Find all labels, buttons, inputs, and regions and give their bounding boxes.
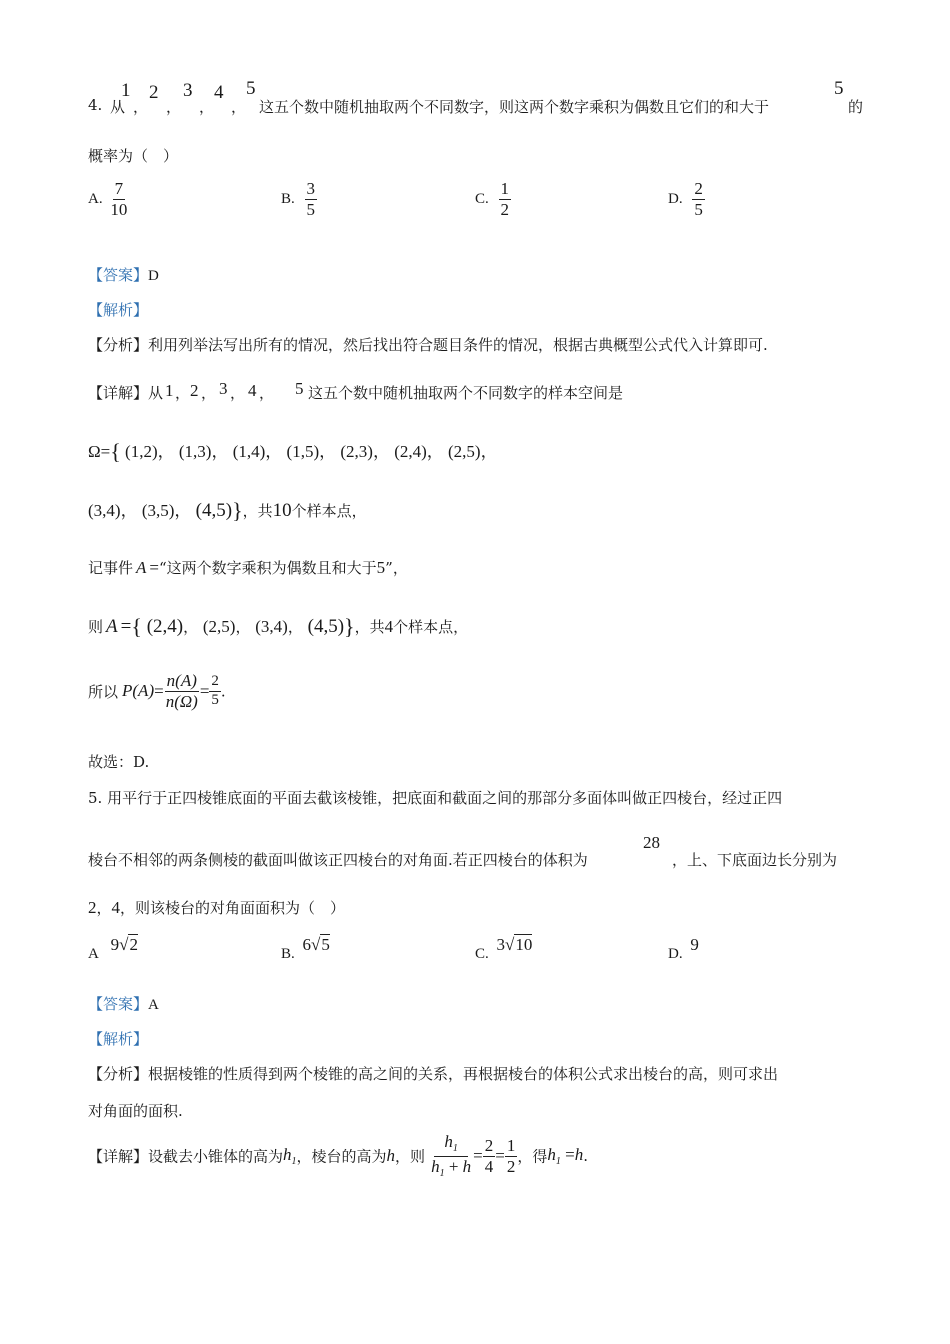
detail-n2: 2	[190, 381, 199, 400]
q5-analysis-tag: 【解析】	[88, 1030, 149, 1048]
option-fraction	[108, 180, 129, 219]
fraction-denominator: n(Ω)	[165, 691, 198, 711]
event-text: “这两个数字乘积为偶数且和大于	[159, 559, 377, 577]
q4-sep-2: ，	[166, 98, 182, 116]
radical-coef: 3	[496, 935, 506, 954]
ratio-fraction-b	[505, 1137, 518, 1176]
event-definition	[88, 557, 408, 578]
fenxi-text: 利用列举法写出所有的情况，然后找出符合题目条件的情况，根据古典概型公式代入计算即可.	[148, 336, 768, 354]
radicand: 5	[321, 935, 330, 954]
fraction-numerator: 3	[306, 179, 316, 198]
h-symbol: h	[386, 1146, 396, 1165]
fraction-numerator: 2	[209, 674, 221, 692]
q4-analysis-tag: 【解析】	[88, 301, 149, 319]
q5-fenxi-line2: 对角面的面积.	[88, 1102, 183, 1120]
sep: ，	[287, 618, 303, 636]
count-pre: ，共	[354, 618, 385, 636]
sep: ，	[319, 442, 337, 461]
fraction-numerator: 2	[694, 179, 703, 198]
right-brace: }	[232, 498, 243, 523]
sample-point: (1,3)	[178, 442, 212, 461]
equals: =	[473, 1146, 483, 1165]
q5-fenxi-line1	[88, 1063, 778, 1084]
fraction-numerator: n(A)	[166, 671, 197, 690]
q5-option-a[interactable]	[88, 935, 138, 963]
event-set	[88, 614, 468, 640]
option-radical: 9√2	[110, 935, 138, 954]
event-point: (4,5)	[307, 616, 345, 637]
sep: ，	[426, 442, 444, 461]
detail-sep-3: ，	[230, 384, 246, 402]
subscript: 1	[291, 1156, 297, 1167]
q4-stem-line2: 概率为（ ）	[88, 147, 179, 165]
fraction-numerator: $h_1$	[434, 1133, 468, 1157]
answer-tag: 【答案】	[88, 995, 149, 1013]
count-value: 4	[384, 617, 394, 636]
detail-sep-4: ，	[259, 384, 275, 402]
detail-sep-2: ，	[201, 384, 217, 402]
detail-n3: 3	[219, 379, 228, 398]
event-point: (2,4)	[146, 616, 184, 637]
sample-point: (1,4)	[232, 442, 266, 461]
q4-stem-mid: 这五个数中随机抽取两个不同数字，则这两个数字乘积为偶数且它们的和大于	[259, 98, 770, 116]
q4-n4: 4	[214, 82, 224, 103]
q5-option-d[interactable]	[668, 935, 699, 963]
q4-option-c[interactable]	[475, 180, 511, 219]
q5-line2-b: ，上、下底面边长分别为	[672, 851, 838, 869]
detail-tail: 这五个数中随机抽取两个不同数字的样本空间是	[308, 384, 624, 402]
count-ratio	[164, 672, 200, 711]
omega-line-1	[88, 437, 498, 465]
option-fraction	[305, 180, 318, 219]
q5-stem-line1: 5. 用平行于正四棱锥底面的平面去截该棱锥，把底面和截面之间的那部分多面体叫做正四棱台，经过正四	[88, 789, 783, 807]
fraction-numerator: 2	[484, 1135, 494, 1155]
q5-side2: 4	[111, 898, 121, 917]
fenxi-tag: 【分析】	[88, 1065, 149, 1083]
equals: =	[199, 681, 210, 701]
answer-tag: 【答案】	[88, 266, 149, 284]
then: 则	[88, 618, 104, 636]
sep: ，	[120, 501, 138, 520]
detail-d: ，得	[517, 1147, 548, 1166]
detail-sep-1: ，	[175, 384, 191, 402]
radicand: 10	[515, 935, 533, 954]
detail-tag: 【详解】	[88, 384, 149, 402]
option-label: C.	[475, 190, 489, 207]
radical-coef: 6	[302, 935, 312, 954]
q4-fenxi	[88, 334, 768, 355]
event-symbol: A	[106, 616, 118, 637]
sep: ，	[372, 442, 390, 461]
q4-n5: 5	[246, 78, 256, 99]
q4-n2: 2	[149, 82, 159, 103]
fenxi-tag: 【分析】	[88, 336, 149, 354]
q4-sep-1: ，	[133, 98, 149, 116]
fraction-denominator: 10	[110, 199, 128, 219]
equals: =	[495, 1146, 505, 1165]
event-point: (3,4)	[255, 617, 288, 636]
left-brace: {	[110, 439, 121, 464]
left-brace: {	[131, 614, 142, 639]
sample-point: (2,3)	[340, 442, 373, 461]
sep: ，	[96, 899, 112, 917]
equals: =	[154, 681, 164, 701]
q5-option-c[interactable]	[475, 935, 532, 963]
fraction-denominator: 2	[500, 199, 510, 219]
sep: ，	[235, 618, 251, 636]
fraction-denominator: 5	[211, 691, 219, 708]
option-radical: 6√5	[302, 935, 330, 954]
q4-n3: 3	[183, 80, 193, 101]
fraction-denominator: 4	[484, 1156, 494, 1176]
q5-volume: 28	[643, 833, 660, 852]
q5-stem-line3	[88, 897, 345, 918]
sample-point: (2,5)	[448, 442, 481, 461]
event-symbol: A	[136, 558, 147, 577]
q5-option-b[interactable]	[281, 935, 330, 963]
option-radical: 3√10	[496, 935, 533, 954]
q5-detail	[88, 1133, 588, 1179]
count-value: 10	[272, 500, 292, 521]
option-label: D.	[668, 190, 683, 207]
sample-point: (1,5)	[286, 442, 320, 461]
equals: =	[100, 442, 111, 461]
q5-line2-a: 棱台不相邻的两条侧棱的截面叫做该正四棱台的对角面.若正四棱台的体积为	[88, 851, 588, 869]
q5-stem-line2	[88, 834, 868, 870]
detail-c: ，则	[395, 1147, 426, 1166]
detail-from: 从	[148, 384, 164, 402]
probability-formula	[88, 672, 226, 711]
detail-n1: 1	[165, 381, 174, 400]
omega-line-2	[88, 496, 367, 524]
q4-stem-n: 5	[834, 78, 844, 99]
q4-conclusion: 故选：D.	[88, 753, 150, 771]
detail-a: 设截去小锥体的高为	[148, 1147, 284, 1166]
sep: ，	[265, 442, 283, 461]
q4-sep-3: ，	[199, 98, 215, 116]
count-pre: ，共	[242, 502, 273, 520]
q4-from: 从	[110, 98, 126, 116]
count-post: 个样本点，	[291, 502, 367, 520]
so: 所以	[88, 682, 119, 701]
option-value: 9	[690, 935, 699, 954]
q5-answer	[88, 993, 159, 1014]
option-label: C.	[475, 946, 489, 962]
sample-point: (3,5)	[141, 501, 175, 520]
equals: =	[149, 558, 159, 577]
answer-value: A	[148, 997, 159, 1013]
event-n: 5	[376, 558, 386, 577]
sample-point: (1,2)	[125, 442, 158, 461]
fraction-denominator: 5	[306, 199, 316, 219]
sample-point: (3,4)	[88, 501, 121, 520]
option-label: B.	[281, 946, 295, 962]
sep: ，	[480, 442, 498, 461]
radical-coef: 9	[110, 935, 120, 954]
event-close: ”，	[385, 559, 408, 577]
h-var: h	[283, 1145, 292, 1164]
count-post: 个样本点，	[393, 618, 469, 636]
sep: ，	[174, 501, 192, 520]
detail-tag: 【详解】	[88, 1147, 149, 1166]
sample-point: (4,5)	[195, 500, 233, 521]
detail-n5: 5	[295, 379, 304, 398]
omega-symbol: Ω	[88, 442, 101, 461]
event-point: (2,5)	[202, 617, 236, 636]
option-label: A.	[88, 190, 103, 207]
event-pre: 记事件	[88, 559, 134, 577]
right-brace: }	[344, 614, 355, 639]
q4-detail-line	[88, 370, 688, 406]
fraction-denominator: 2	[506, 1156, 516, 1176]
option-label: B.	[281, 190, 295, 207]
option-fraction	[499, 180, 512, 219]
q4-stem-end: 的	[848, 98, 864, 116]
q4-number: 4.	[88, 96, 103, 114]
option-fraction	[692, 180, 705, 219]
result-eq: $h_1 =h$	[547, 1145, 584, 1167]
fraction-denominator: $h_1 + h$	[431, 1156, 472, 1179]
sep: ，	[157, 442, 175, 461]
q4-sep-4: ，	[231, 98, 247, 116]
q5-side1: 2	[88, 898, 97, 917]
height-ratio	[429, 1133, 473, 1179]
detail-n4: 4	[248, 381, 257, 400]
fraction-denominator: 5	[694, 199, 703, 219]
sep: ，	[211, 442, 229, 461]
probability-symbol: P(A)	[122, 681, 155, 701]
equals: =	[120, 616, 132, 637]
fraction-numerator: 1	[500, 179, 510, 198]
period: .	[583, 1147, 588, 1165]
q4-n1: 1	[121, 80, 131, 101]
option-label: D.	[668, 946, 683, 962]
q4-answer	[88, 264, 159, 285]
answer-value: D	[148, 268, 159, 284]
q4-option-b[interactable]	[281, 180, 317, 219]
fenxi-text: 根据棱锥的性质得到两个棱锥的高之间的关系，再根据棱台的体积公式求出棱台的高，则可求出	[148, 1065, 779, 1083]
q5-line3: ，则该棱台的对角面面积为（ ）	[120, 899, 346, 917]
h1-symbol	[283, 1145, 297, 1167]
ratio-fraction-a	[483, 1137, 496, 1176]
fraction-numerator: 7	[114, 179, 124, 198]
period: .	[220, 682, 226, 701]
detail-b: ，棱台的高为	[296, 1147, 387, 1166]
sample-point: (2,4)	[394, 442, 427, 461]
q4-option-a[interactable]	[88, 180, 129, 219]
result-fraction	[209, 674, 221, 709]
sep: ，	[183, 618, 199, 636]
option-label: A	[88, 946, 99, 962]
fraction-numerator: 1	[506, 1135, 516, 1155]
radicand: 2	[129, 935, 138, 954]
q4-option-d[interactable]	[668, 180, 705, 219]
